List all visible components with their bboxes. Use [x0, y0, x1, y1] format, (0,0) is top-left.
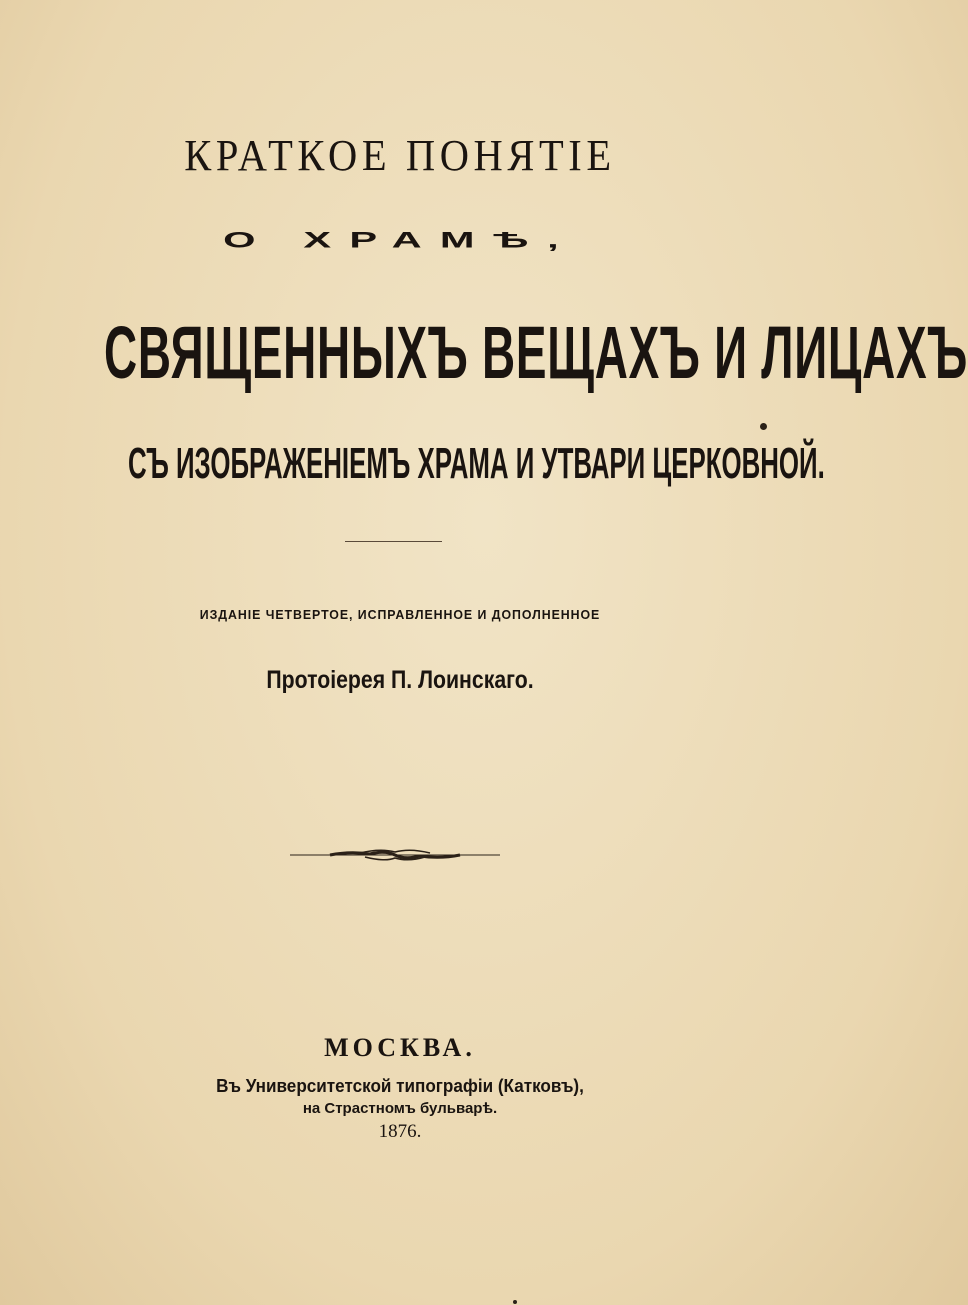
title-line-3: СВЯЩЕННЫХЪ ВЕЩАХЪ И ЛИЦАХЪ — [104, 312, 968, 395]
city-line: МОСКВА. — [324, 1033, 476, 1062]
ink-speck — [760, 423, 767, 430]
title-line-2: О ХРАМѢ, — [223, 227, 577, 253]
year-line: 1876. — [378, 1121, 422, 1142]
title-line-1: КРАТКОЕ ПОНЯТІЕ — [184, 131, 616, 180]
location-line: на Страстномъ бульварѣ. — [302, 1100, 498, 1117]
subtitle-line: СЪ ИЗОБРАЖЕНІЕМЪ ХРАМА И УТВАРИ ЦЕРКОВНОЙ. — [128, 439, 825, 489]
divider-rule — [345, 541, 442, 542]
author-line: Протоіерея П. Лоинскаго. — [266, 666, 534, 694]
printer-line: Въ Университетской типографіи (Катковъ), — [216, 1076, 584, 1096]
ink-speck — [513, 1300, 517, 1304]
ornament-divider — [290, 848, 500, 862]
edition-line: ИЗДАНІЕ ЧЕТВЕРТОЕ, ИСПРАВЛЕННОЕ И ДОПОЛНЕННОЕ — [199, 607, 601, 622]
